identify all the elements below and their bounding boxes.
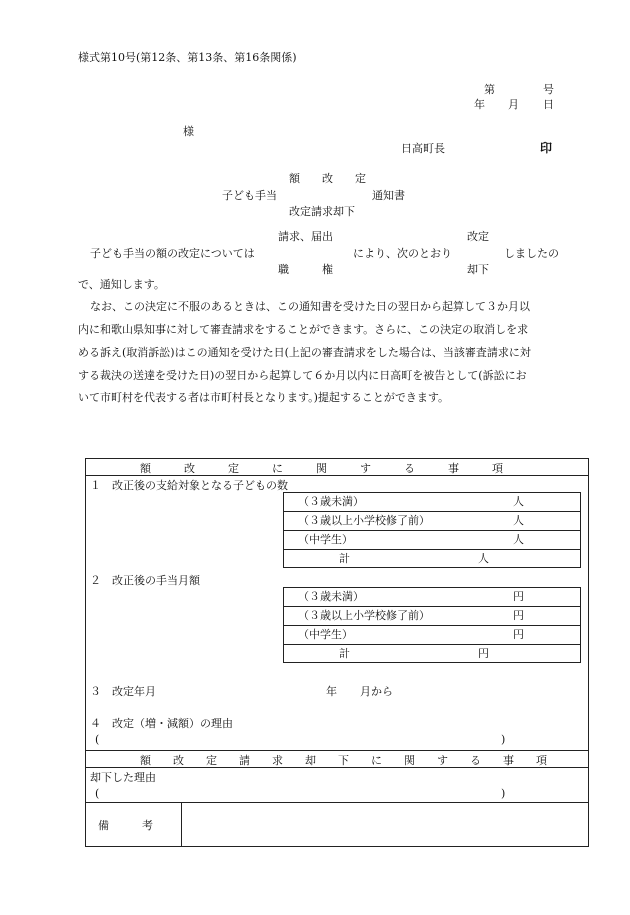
children-under3-label: （３歳未満） — [298, 495, 364, 508]
amount-3-to-elementary-unit: 円 — [513, 609, 524, 622]
amount-total-label: 計 — [339, 647, 350, 660]
para1-text-a: 子ども手当の額の改定については — [90, 247, 255, 260]
divider — [85, 767, 589, 768]
para2-line2: 内に和歌山県知事に対して審査請求をすることができます。さらに、この決定の取消しを求 — [78, 323, 529, 336]
reason-paren-close: ) — [501, 733, 506, 746]
children-under3-unit: 人 — [513, 495, 524, 508]
title-option-rejection: 改定請求却下 — [289, 205, 355, 218]
item4-label: ４ 改定（増・減額）の理由 — [90, 717, 233, 730]
para2-line3: める訴え(取消訴訟)はこの通知を受けた日(上記の審査請求をした場合は、当該審査請求に対 — [78, 346, 531, 359]
item3-year: 年 — [326, 685, 337, 698]
remarks-label: 備 考 — [98, 819, 153, 832]
option-ex-officio: 職 権 — [278, 263, 333, 276]
rejection-paren-open: ( — [95, 787, 100, 800]
divider — [283, 549, 581, 550]
issuer: 日高町長 — [401, 142, 445, 155]
children-3-to-elementary-label: （３歳以上小学校修了前） — [298, 514, 430, 527]
para2-line1: なお、この決定に不服のあるときは、この通知書を受けた日の翌日から起算して３か月以 — [90, 300, 530, 313]
number-prefix: 第 — [484, 83, 495, 96]
option-request: 請求、届出 — [278, 230, 333, 243]
date-year: 年 — [474, 98, 485, 111]
divider — [85, 475, 589, 476]
amount-3-to-elementary-label: （３歳以上小学校修了前） — [298, 609, 430, 622]
divider — [181, 802, 182, 847]
para1-text-b: により、次のとおり — [353, 247, 452, 260]
children-middle-school-label: （中学生） — [298, 533, 353, 546]
number-suffix: 号 — [543, 83, 554, 96]
seal-mark: 印 — [540, 141, 553, 155]
divider — [283, 606, 581, 607]
date-month: 月 — [508, 98, 519, 111]
form-number: 様式第10号(第12条、第13条、第16条関係) — [78, 51, 297, 64]
item3-label: ３ 改定年月 — [90, 685, 156, 698]
table-header-revision: 額 改 定 に 関 す る 事 項 — [140, 462, 503, 475]
item1-label: １ 改正後の支給対象となる子どもの数 — [90, 479, 288, 492]
item3-month: 月から — [360, 685, 393, 698]
amount-middle-school-unit: 円 — [513, 628, 524, 641]
rejection-reason-label: 却下した理由 — [90, 771, 156, 784]
title-suffix: 通知書 — [372, 189, 405, 202]
amount-middle-school-label: （中学生） — [298, 628, 353, 641]
addressee-honorific: 様 — [183, 125, 194, 138]
item2-label: ２ 改正後の手当月額 — [90, 574, 200, 587]
para1-text-c: しましたの — [504, 247, 559, 260]
option-rejected: 却下 — [467, 263, 489, 276]
rejection-paren-close: ) — [501, 787, 506, 800]
divider — [85, 802, 589, 803]
title-prefix: 子ども手当 — [222, 189, 277, 202]
divider — [283, 511, 581, 512]
divider — [283, 530, 581, 531]
amount-total-unit: 円 — [478, 647, 489, 660]
reason-paren-open: ( — [95, 733, 100, 746]
para2-line4: する裁決の送達を受けた日)の翌日から起算して６か月以内に日高町を被告として(訴訟にお — [78, 369, 527, 382]
amount-under3-unit: 円 — [513, 590, 524, 603]
amount-under3-label: （３歳未満） — [298, 590, 364, 603]
children-3-to-elementary-unit: 人 — [513, 514, 524, 527]
para2-line5: いて市町村を代表する者は市町村長となります。)提起することができます。 — [78, 391, 450, 404]
children-total-unit: 人 — [478, 552, 489, 565]
divider — [283, 625, 581, 626]
children-middle-school-unit: 人 — [513, 533, 524, 546]
divider — [283, 644, 581, 645]
table-header-rejection: 額 改 定 請 求 却 下 に 関 す る 事 項 — [140, 754, 547, 767]
option-revised: 改定 — [467, 230, 489, 243]
para1-text-d: で、通知します。 — [78, 278, 165, 291]
children-total-label: 計 — [339, 552, 350, 565]
date-day: 日 — [543, 98, 554, 111]
divider — [85, 750, 589, 751]
title-option-amount-revision: 額 改 定 — [289, 172, 366, 185]
